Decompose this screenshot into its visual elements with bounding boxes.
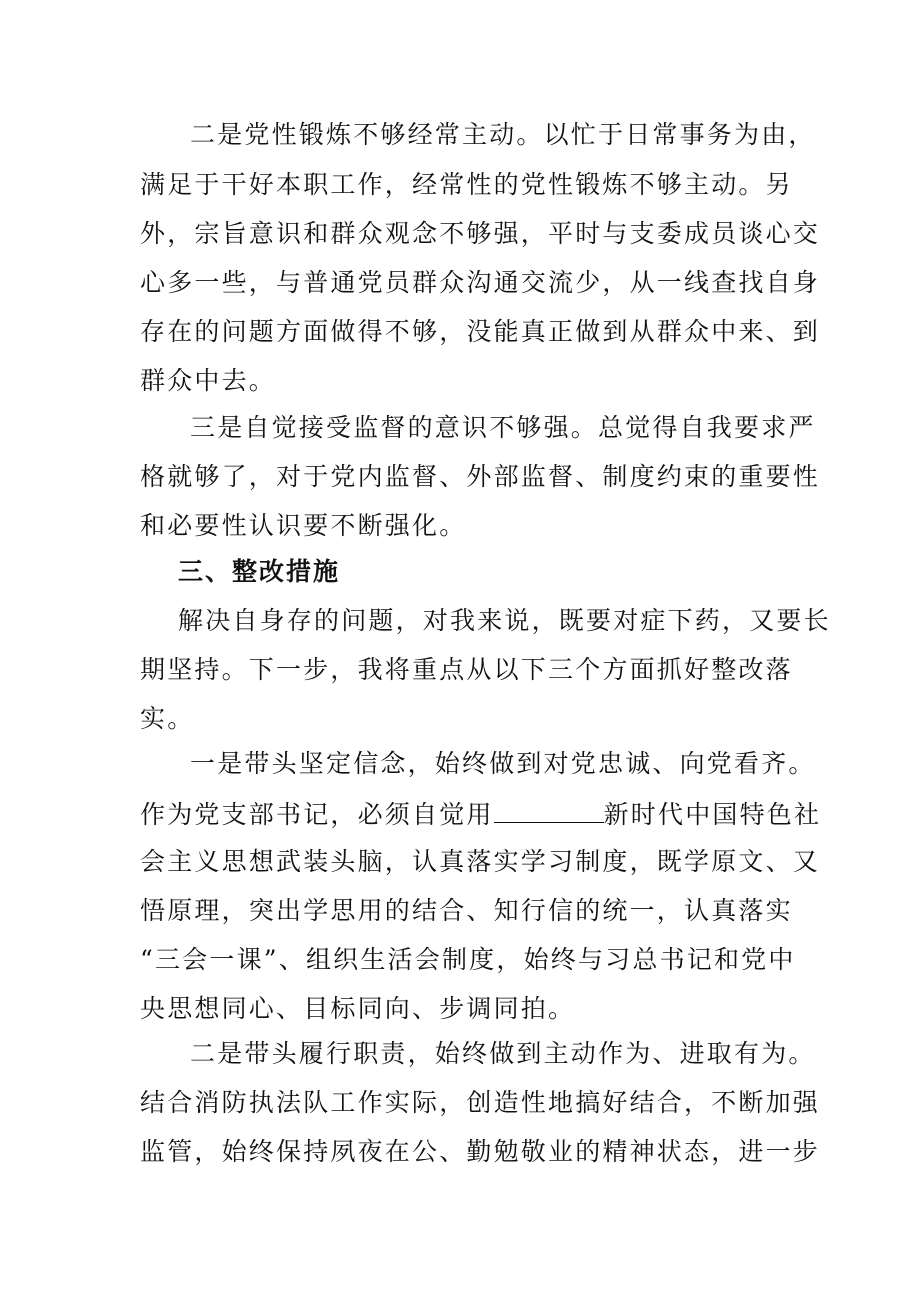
fill-in-blank bbox=[494, 798, 604, 823]
paragraph-line: 和必要性认识要不断强化。 bbox=[140, 511, 467, 540]
paragraph-line-with-blank bbox=[140, 798, 821, 830]
paragraph-line: 三是自觉接受监督的意识不够强。总觉得自我要求严 bbox=[190, 413, 816, 442]
paragraph-line: 解决自身存的问题，对我来说，既要对症下药，又要长 bbox=[178, 606, 831, 635]
paragraph-line: 一是带头坚定信念，始终做到对党忠诚、向党看齐。 bbox=[190, 749, 816, 778]
paragraph-line: 期坚持。下一步，我将重点从以下三个方面抓好整改落 bbox=[140, 655, 793, 684]
paragraph-line: 存在的问题方面做得不够，没能真正做到从群众中来、到 bbox=[140, 317, 821, 346]
paragraph-line: 央思想同心、目标同向、步调同拍。 bbox=[140, 994, 576, 1023]
paragraph-line: 实。 bbox=[140, 704, 195, 733]
paragraph-line: 格就够了，对于党内监督、外部监督、制度约束的重要性 bbox=[140, 462, 821, 491]
paragraph-line: 监管，始终保持夙夜在公、勤勉敬业的精神状态，进一步 bbox=[140, 1137, 821, 1166]
paragraph-line: 会主义思想武装头脑，认真落实学习制度，既学原文、又 bbox=[140, 847, 821, 876]
line-text-before-blank: 作为党支部书记，必须自觉用 bbox=[140, 800, 494, 829]
paragraph-line: 群众中去。 bbox=[140, 366, 277, 395]
paragraph-line: 二是带头履行职责，始终做到主动作为、进取有为。 bbox=[190, 1039, 816, 1068]
paragraph-line: 二是党性锻炼不够经常主动。以忙于日常事务为由， bbox=[190, 120, 816, 149]
line-text-after-blank: 新时代中国特色社 bbox=[603, 800, 822, 829]
paragraph-line: “三会一课”、组织生活会制度，始终与习总书记和党中 bbox=[140, 945, 796, 974]
paragraph-line: 悟原理，突出学思用的结合、知行信的统一，认真落实 bbox=[140, 896, 793, 925]
paragraph-line: 外，宗旨意识和群众观念不够强，平时与支委成员谈心交 bbox=[140, 219, 821, 248]
paragraph-line: 心多一些，与普通党员群众沟通交流少，从一线查找自身 bbox=[140, 268, 821, 297]
section-heading: 三、整改措施 bbox=[178, 557, 341, 586]
paragraph-line: 结合消防执法队工作实际，创造性地搞好结合，不断加强 bbox=[140, 1088, 821, 1117]
paragraph-line: 满足于干好本职工作，经常性的党性锻炼不够主动。另 bbox=[140, 170, 793, 199]
